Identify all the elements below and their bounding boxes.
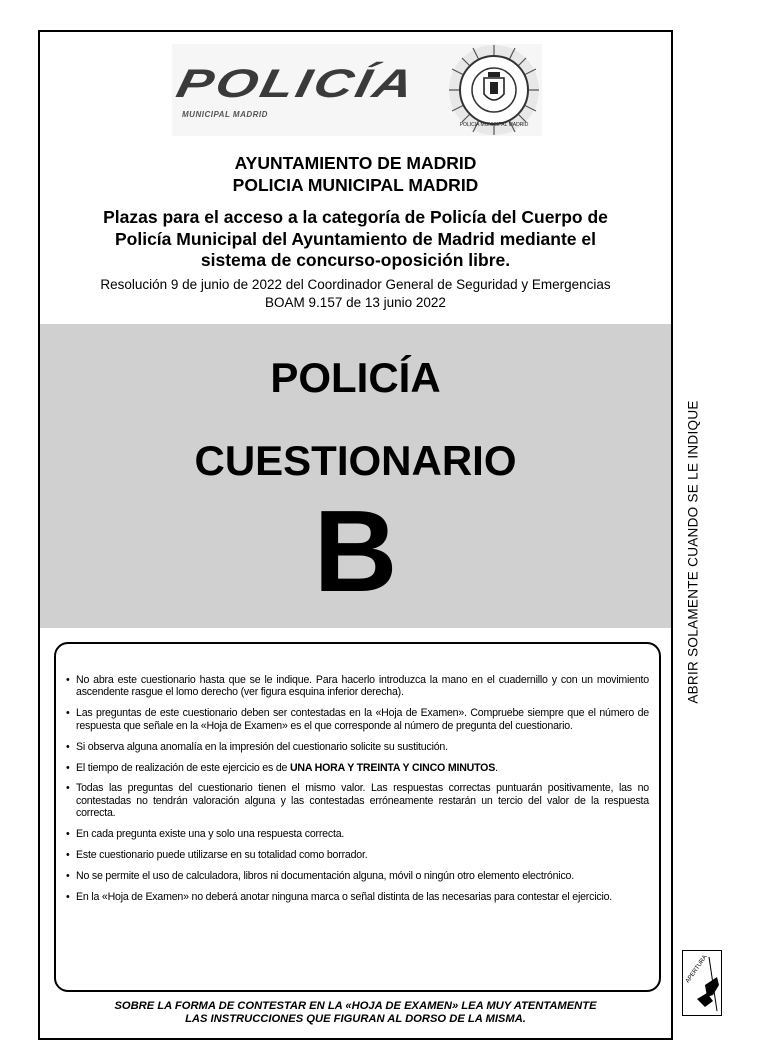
time-bold: UNA HORA Y TREINTA Y CINCO MINUTOS: [289, 761, 496, 774]
instruction-item: • Todas las preguntas del cuestionario tienen el mismo valor. Las respuestas correctas puntuarán positivamente, las no contestadas no tendrán valoración alguna y las contestadas erróneamente restarán un tercio del valor de la respuesta correcta.: [66, 782, 649, 819]
instruction-item: • Las preguntas de este cuestionario deben ser contestadas en la «Hoja de Examen». Compruebe siempre que el número de respuesta que señale en la «Hoja de Examen» es el que corresponde al número de pregunta del cuestionario.: [66, 707, 649, 732]
apertura-figure: [682, 950, 722, 1016]
instruction-item: • No abra este cuestionario hasta que se le indique. Para hacerlo introduzca la mano en el cuadernillo y con un movimiento ascendente rasgue el lomo derecho (ver figura esquina inferior derecha).: [66, 674, 649, 699]
instructions-list: [66, 674, 649, 903]
instruction-item: • En la «Hoja de Examen» no deberá anotar ninguna marca o señal distinta de las necesarias para contestar el ejercicio.: [66, 891, 649, 903]
header-line-1: AYUNTAMIENTO DE MADRID: [234, 153, 477, 173]
header-block: [40, 152, 671, 196]
plazas-line-3: sistema de concurso-oposición libre.: [200, 250, 511, 270]
resolution-line-2: BOAM 9.157 de 13 junio 2022: [265, 295, 446, 310]
time-end: .: [495, 761, 498, 774]
resolution-line-1: Resolución 9 de junio de 2022 del Coordinador General de Seguridad y Emergencias: [100, 277, 611, 292]
footer-line-1: SOBRE LA FORMA DE CONTESTAR EN LA «HOJA DE EXAMEN» LEA MUY ATENTAMENTE: [114, 1000, 597, 1012]
madrid-police-seal-icon: [448, 44, 540, 136]
instruction-item: • Si observa alguna anomalía en la impresión del cuestionario solicite su sustitución.: [66, 741, 649, 753]
footer-notice: [40, 1000, 671, 1026]
plazas-line-1: Plazas para el acceso a la categoría de Policía del Cuerpo de: [103, 207, 608, 227]
plazas-line-2: Policía Municipal del Ayuntamiento de Madrid mediante el: [114, 228, 596, 249]
vertical-text: ABRIR SOLAMENTE CUANDO SE LE INDIQUE: [685, 400, 701, 704]
instruction-item-time: [66, 762, 649, 774]
seal-text: POLICIA MUNICIPAL MADRID: [459, 122, 529, 128]
open-instruction-vertical: [678, 384, 708, 720]
plazas-title: [50, 207, 661, 272]
instruction-item: • No se permite el uso de calculadora, libros ni documentación alguna, móvil o ningún otro elemento electrónico.: [66, 870, 649, 882]
instruction-item: • Este cuestionario puede utilizarse en su totalidad como borrador.: [66, 849, 649, 861]
apertura-label: APERTURA: [685, 954, 709, 985]
time-text: El tiempo de realización de este ejercicio es de: [76, 761, 288, 774]
footer-line-2: LAS INSTRUCCIONES QUE FIGURAN AL DORSO DE LA MISMA.: [185, 1013, 526, 1025]
instructions-box: [54, 642, 661, 992]
exam-variant-letter: B: [313, 486, 398, 616]
instruction-item: • En cada pregunta existe una y solo una respuesta correcta.: [66, 828, 649, 840]
exam-title: POLICÍA: [270, 354, 441, 401]
exam-cover-page: [38, 30, 673, 1040]
header-line-2: POLICIA MUNICIPAL MADRID: [232, 175, 479, 195]
exam-subtitle: CUESTIONARIO: [194, 437, 517, 484]
resolution-block: [50, 276, 661, 312]
logo-wordmark: POLICÍA: [172, 62, 420, 106]
exam-title-band: [40, 324, 671, 628]
tear-hand-icon: [683, 951, 721, 1015]
logo-subline: MUNICIPAL MADRID: [182, 110, 268, 119]
policia-logo: [172, 44, 542, 136]
